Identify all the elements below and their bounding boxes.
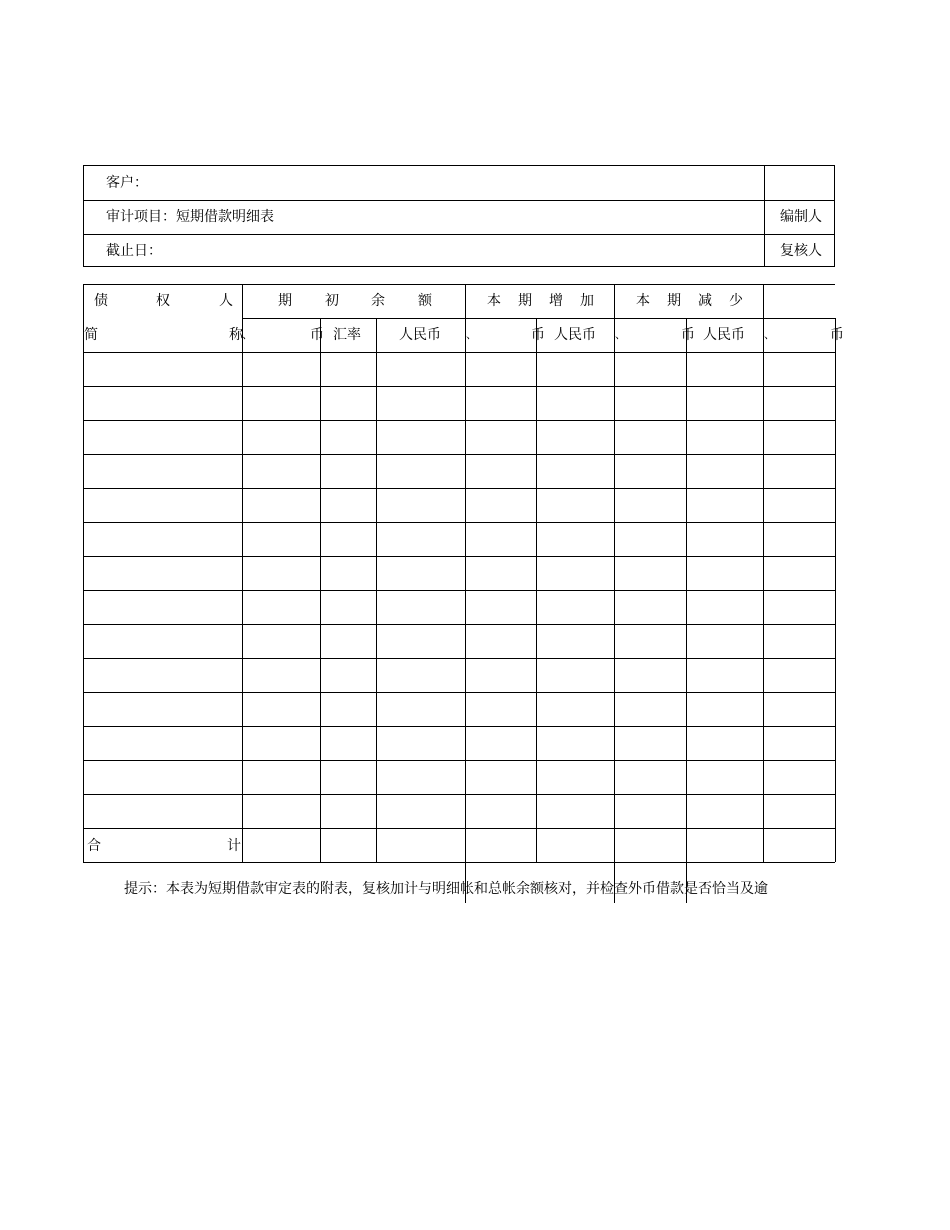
foreign-currency-tick: 、 bbox=[242, 328, 253, 341]
row-divider-line bbox=[83, 760, 835, 761]
column-divider-line bbox=[763, 284, 764, 862]
column-divider-line bbox=[376, 318, 377, 862]
foreign-currency-tick: 、 bbox=[764, 328, 775, 341]
preparer-label: 编制人 bbox=[780, 209, 822, 225]
row-divider-line bbox=[83, 352, 835, 353]
foreign-currency-header-ending: 币 bbox=[830, 327, 844, 343]
row-divider-line bbox=[83, 556, 835, 557]
cutoff-date-label: 截止日： bbox=[106, 243, 162, 259]
foreign-currency-tick: 、 bbox=[615, 328, 626, 341]
column-divider-line bbox=[536, 318, 537, 862]
rmb-header-increase: 人民币 bbox=[554, 327, 596, 343]
table-bottom-border bbox=[83, 862, 835, 863]
row-divider-line bbox=[83, 692, 835, 693]
row-divider-line bbox=[83, 386, 835, 387]
foreign-currency-header-decrease: 币 bbox=[681, 327, 695, 343]
client-label: 客户： bbox=[106, 175, 148, 191]
row-divider-line bbox=[83, 794, 835, 795]
column-divider-line bbox=[465, 284, 466, 903]
row-divider-line bbox=[83, 420, 835, 421]
foreign-currency-header-opening: 币 bbox=[310, 327, 324, 343]
exchange-rate-header: 汇率 bbox=[333, 327, 361, 343]
row-divider-line bbox=[83, 488, 835, 489]
project-label: 审计项目：短期借款明细表 bbox=[106, 209, 274, 225]
column-divider-line bbox=[614, 284, 615, 903]
rmb-header-opening: 人民币 bbox=[399, 327, 441, 343]
row-divider-line bbox=[83, 726, 835, 727]
row-divider-line bbox=[83, 454, 835, 455]
table-top-border bbox=[83, 284, 835, 285]
reviewer-label: 复核人 bbox=[780, 243, 822, 259]
rmb-header-decrease: 人民币 bbox=[703, 327, 745, 343]
column-divider-line bbox=[320, 318, 321, 862]
row-divider-line bbox=[83, 828, 835, 829]
table-right-border bbox=[835, 318, 836, 862]
row-divider-line bbox=[83, 624, 835, 625]
foreign-currency-tick: 、 bbox=[466, 328, 477, 341]
column-divider-line bbox=[242, 284, 243, 862]
table-left-border bbox=[83, 284, 84, 862]
foreign-currency-header-increase: 币 bbox=[531, 327, 545, 343]
row-divider-line bbox=[83, 590, 835, 591]
footnote-tip: 提示：本表为短期借款审定表的附表，复核加计与明细帐和总帐余额核对，并检查外币借款是否恰当及逾 bbox=[124, 881, 768, 897]
column-divider-line bbox=[686, 318, 687, 903]
row-divider-line bbox=[83, 522, 835, 523]
row-divider-line bbox=[83, 658, 835, 659]
